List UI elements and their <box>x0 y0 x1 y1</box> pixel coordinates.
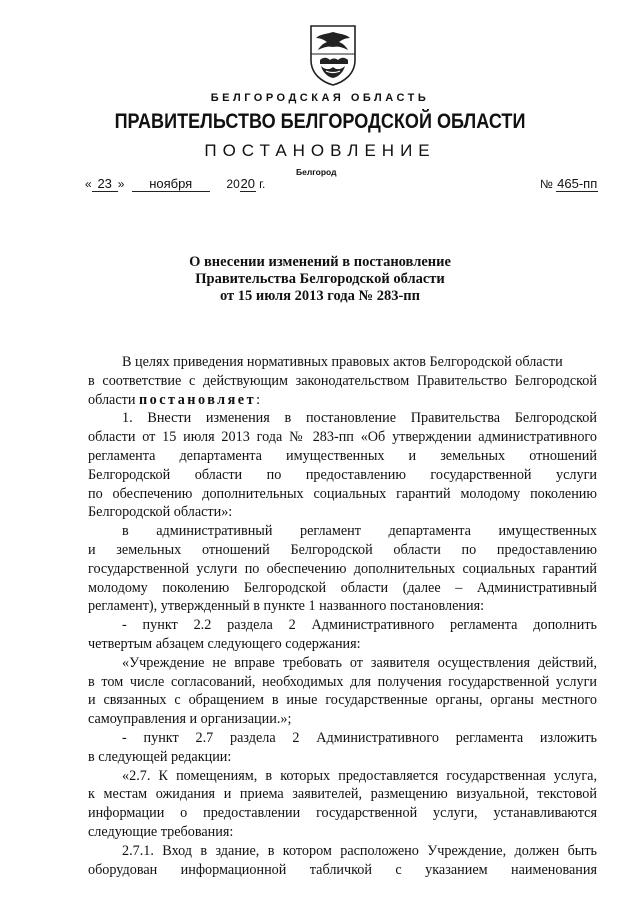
body-line-enactment <box>88 391 597 410</box>
body-line: В целях приведения нормативных правовых актов Белгородской области <box>122 354 563 370</box>
region-name: БЕЛГОРОДСКАЯ ОБЛАСТЬ <box>210 92 430 104</box>
body-line: государственной услуги по обеспечению дополнительных социальных гарантий <box>88 560 597 577</box>
document-number <box>540 176 598 192</box>
body-line: области от 15 июля 2013 года № 283-пп «Об утверждении административного <box>88 429 597 446</box>
body-line: в административный регламент департамента имущественных <box>122 523 597 540</box>
body-line: регламента департамента имущественных и земельных отношений <box>88 447 597 464</box>
title-line: Правительства Белгородской области <box>195 271 445 287</box>
date-year-prefix: 20 <box>226 177 240 191</box>
body-line: - пункт 2.2 раздела 2 Административного регламента дополнить <box>122 617 597 634</box>
body-line: - пункт 2.7 раздела 2 Административного регламента изложить <box>122 729 597 746</box>
body-line: информации о предоставлении государственной услуги, устанавливаются <box>88 805 597 822</box>
body-line: и связанных с обращением в иные государственные органы, органы местного <box>88 692 597 709</box>
document-body <box>88 353 597 879</box>
government-name: ПРАВИТЕЛЬСТВО БЕЛГОРОДСКОЙ ОБЛАСТИ <box>114 110 526 133</box>
date-month: ноября <box>132 176 210 192</box>
body-line: 1. Внести изменения в постановление Правительства Белгородской <box>122 410 597 427</box>
date-year-suffix: 20 <box>240 176 255 191</box>
title-line: от 15 июля 2013 года № 283-пп <box>220 288 420 304</box>
body-line: регламент), утвержденный в пункте 1 названного постановления: <box>88 598 485 615</box>
body-line: Белгородской области»: <box>88 504 233 521</box>
date-open-quote: « <box>85 177 92 191</box>
body-line: в соответствие с действующим законодательством Правительство Белгородской <box>88 372 597 389</box>
number-value: 465-пп <box>557 176 598 191</box>
body-line: и земельных отношений Белгородской области по предоставлению <box>88 541 597 558</box>
date-year-unit: г. <box>259 177 266 191</box>
date-day: 23 <box>92 176 118 192</box>
enactment-colon: : <box>256 391 261 408</box>
number-label: № <box>540 177 553 191</box>
body-line: следующие требования: <box>88 823 234 840</box>
body-line: самоуправления и организации.»; <box>88 711 292 728</box>
document-title <box>0 254 640 305</box>
enactment-prefix: области <box>88 391 136 408</box>
body-line: молодому поколению Белгородской области (далее – Административный <box>88 579 597 596</box>
city-name: Белгород <box>296 167 337 177</box>
body-line: по обеспечению дополнительных социальных гарантий молодому поколению <box>88 485 597 502</box>
title-line: О внесении изменений в постановление <box>189 254 451 270</box>
enactment-word: постановляет <box>138 391 257 408</box>
coat-of-arms-icon <box>308 24 358 86</box>
body-line: оборудован информационной табличкой с указанием наименования <box>88 861 597 878</box>
body-line: «Учреждение не вправе требовать от заявителя осуществления действий, <box>122 654 597 671</box>
body-line: в том числе согласований, необходимых для получения государственной услуги <box>88 673 597 690</box>
body-line: в следующей редакции: <box>88 748 232 765</box>
document-type: ПОСТАНОВЛЕНИЕ <box>204 141 436 160</box>
body-line: к местам ожидания и приема заявителей, размещению визуальной, текстовой <box>88 786 597 803</box>
body-line: Белгородской области по предоставлению государственной услуги <box>88 466 597 483</box>
date-close-quote: » <box>117 177 125 191</box>
body-line: «2.7. К помещениям, в которых предоставляется государственная услуга, <box>122 767 597 784</box>
body-line: 2.7.1. Вход в здание, в котором расположено Учреждение, должен быть <box>122 842 597 859</box>
document-date <box>85 176 265 192</box>
body-line: четвертым абзацем следующего содержания: <box>88 635 361 652</box>
